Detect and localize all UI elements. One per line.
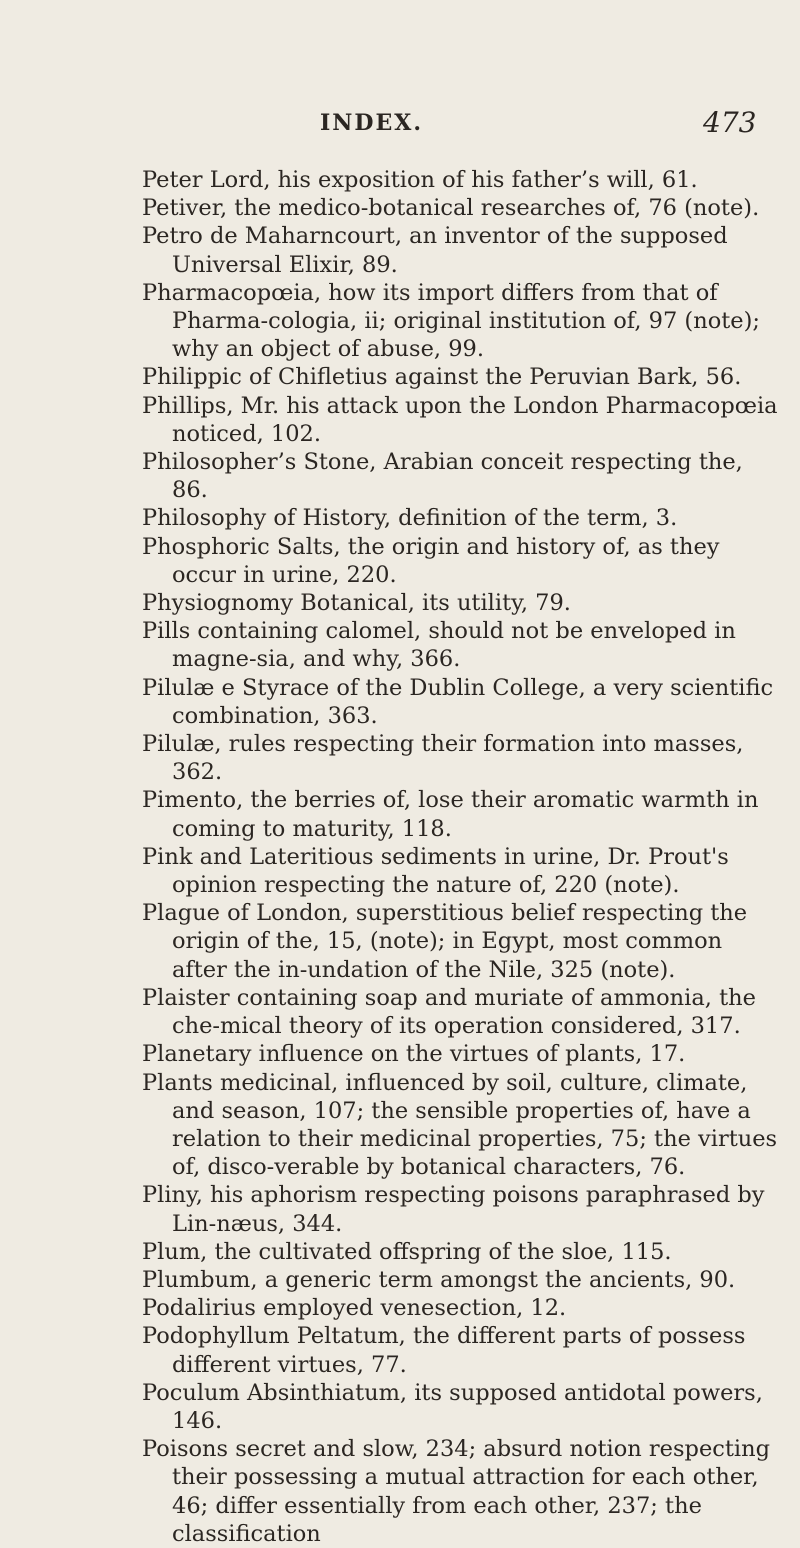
index-entry: Peter Lord, his exposition of his father’s will, 61.	[142, 167, 698, 193]
index-entry: Phosphoric Salts, the origin and history of, as they occur in urine, 220.	[142, 533, 720, 588]
index-entry: Plants medicinal, influenced by soil, culture, climate, and season, 107; the sensible properties of, have a relation to their medicinal properties, 75; the virtues of, disco-verable by botanical characters, 76.	[142, 1069, 778, 1181]
index-entry: Pliny, his aphorism respecting poisons paraphrased by Lin-næus, 344.	[142, 1182, 765, 1237]
index-entry: Poisons secret and slow, 234; absurd notion respecting their possessing a mutual attraction for each other, 46; differ essentially from each other, 237; the classification	[142, 1436, 771, 1547]
index-entry: Plumbum, a generic term amongst the ancients, 90.	[142, 1266, 736, 1293]
index-entry: Pink and Lateritious sediments in urine, Dr. Prout's opinion respecting the nature of, 220 (note).	[142, 843, 729, 899]
index-entry: Physiognomy Botanical, its utility, 79.	[142, 590, 571, 617]
index-entry: Phillips, Mr. his attack upon the London Pharmacopœia noticed, 102.	[142, 392, 778, 447]
index-entry: Philosophy of History, definition of the term, 3.	[142, 505, 678, 532]
running-header	[0, 106, 800, 146]
index-entry: Plum, the cultivated offspring of the sloe, 115.	[142, 1238, 672, 1265]
index-entry: Poculum Absinthiatum, its supposed antidotal powers, 146.	[142, 1379, 763, 1434]
index-entry: Plaister containing soap and muriate of ammonia, the che-mical theory of its operation considered, 317.	[142, 984, 756, 1040]
index-entry: Planetary influence on the virtues of plants, 17.	[142, 1041, 686, 1068]
index-entry: Podalirius employed venesection, 12.	[142, 1295, 567, 1322]
index-entry: Pharmacopœia, how its import differs from that of Pharma-cologia, ii; original institution of, 97 (note); why an object of abuse, 99.	[142, 279, 760, 363]
index-entries	[142, 166, 782, 1548]
index-entry: Philosopher’s Stone, Arabian conceit respecting the, 86.	[142, 449, 743, 504]
index-entry: Pilulæ, rules respecting their formation into masses, 362.	[142, 731, 744, 786]
index-entry: Pimento, the berries of, lose their aromatic warmth in coming to maturity, 118.	[142, 787, 759, 842]
index-entry: Petro de Maharncourt, an inventor of the supposed Universal Elixir, 89.	[142, 223, 728, 278]
index-entry: Podophyllum Peltatum, the different parts of possess different virtues, 77.	[142, 1323, 746, 1378]
index-entry: Pilulæ e Styrace of the Dublin College, a very scientific combination, 363.	[142, 674, 774, 729]
index-entry: Plague of London, superstitious belief respecting the origin of the, 15, (note); in Egypt, most common after the in-undation of the Nile, 325 (note).	[142, 900, 748, 983]
index-entry: Philippic of Chifletius against the Peruvian Bark, 56.	[142, 364, 742, 391]
page-number: 473	[703, 106, 757, 139]
index-entry: Pills containing calomel, should not be enveloped in magne-sia, and why, 366.	[142, 618, 736, 673]
index-entry: Petiver, the medico-botanical researches of, 76 (note).	[142, 195, 760, 222]
header-title: INDEX.	[320, 110, 423, 136]
